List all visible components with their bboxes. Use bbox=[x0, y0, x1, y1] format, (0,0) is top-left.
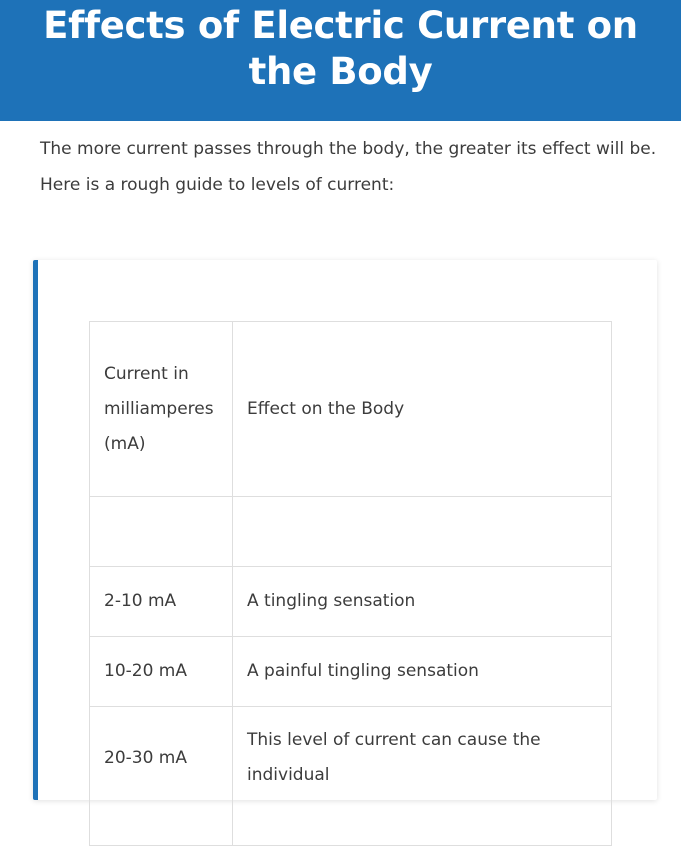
cell-current: 2-10 mA bbox=[90, 567, 233, 637]
page-header bbox=[0, 0, 681, 121]
cell-effect: A tingling sensation bbox=[233, 567, 612, 637]
column-header-current: Current in milliamperes (mA) bbox=[90, 322, 233, 497]
table-row bbox=[90, 707, 612, 846]
page-title: Effects of Electric Current on the Body bbox=[43, 4, 638, 93]
cell-effect bbox=[233, 497, 612, 567]
cell-current: 10-20 mA bbox=[90, 637, 233, 707]
cell-effect: This level of current can cause the individual bbox=[233, 707, 612, 846]
table-row bbox=[90, 497, 612, 567]
current-effects-table bbox=[89, 321, 612, 846]
cell-effect: A painful tingling sensation bbox=[233, 637, 612, 707]
table-header-row bbox=[90, 322, 612, 497]
content-card bbox=[33, 260, 657, 800]
table-row bbox=[90, 567, 612, 637]
cell-current bbox=[90, 497, 233, 567]
intro-paragraph: The more current passes through the body, the greater its effect will be. Here is a rough guide to levels of current: bbox=[40, 139, 657, 195]
table-row bbox=[90, 637, 612, 707]
column-header-effect: Effect on the Body bbox=[233, 322, 612, 497]
cell-current: 20-30 mA bbox=[90, 707, 233, 846]
